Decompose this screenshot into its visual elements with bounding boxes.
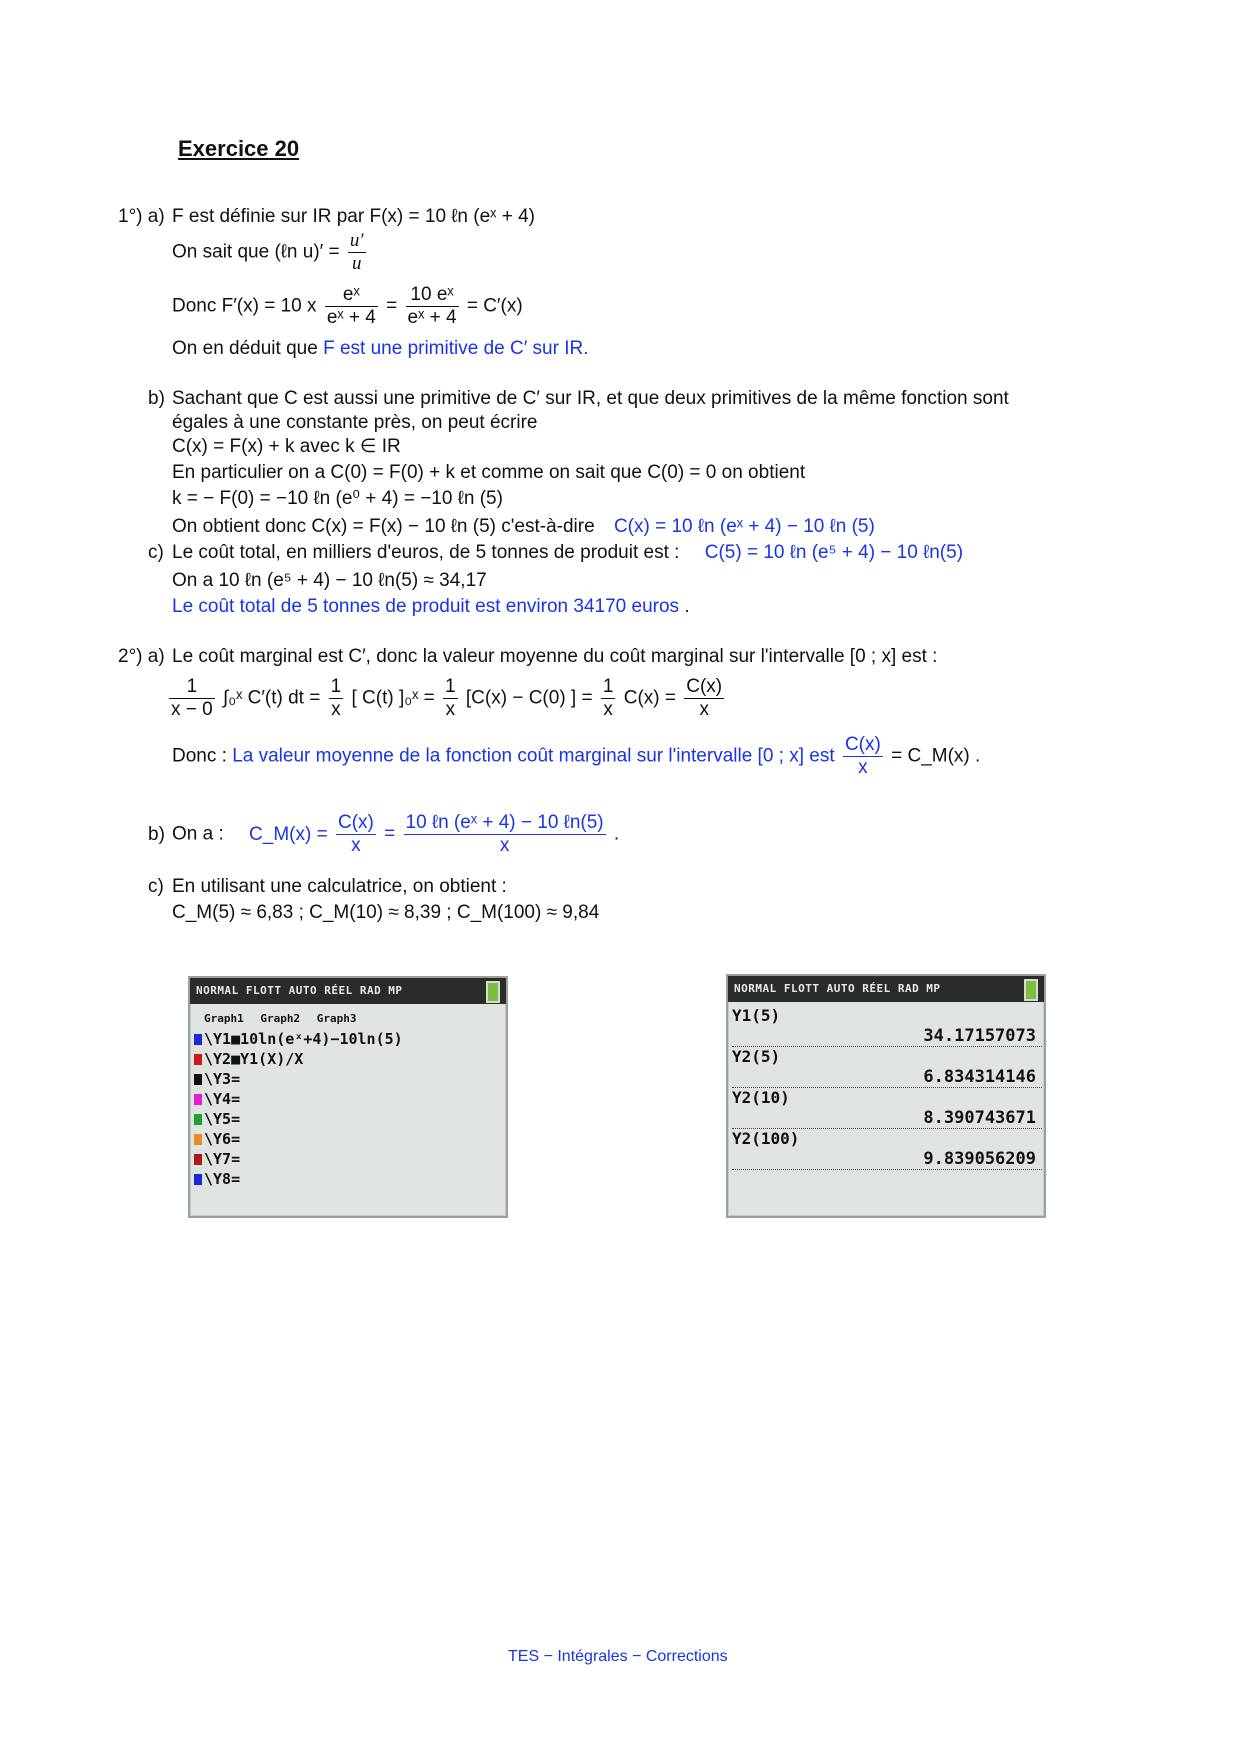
color-swatch-icon	[194, 1114, 202, 1125]
q1a-frac2	[406, 284, 459, 329]
calc1-tabs: Graph1 Graph2 Graph3	[204, 1012, 357, 1025]
color-swatch-icon	[194, 1134, 202, 1145]
q2a-f6-num: C(x)	[844, 734, 881, 755]
calc2-result-value: 6.834314146	[732, 1067, 1042, 1088]
calc1-function-list	[190, 1025, 506, 1189]
q2a-f4	[601, 676, 616, 721]
calc1-function-row	[190, 1129, 506, 1149]
q2a-f5-den: x	[699, 699, 709, 720]
q2a-label: 2°) a)	[118, 646, 165, 667]
battery-icon	[1024, 979, 1038, 1001]
calc1-function-text: \Y5=	[204, 1110, 241, 1128]
calc1-function-row	[190, 1069, 506, 1089]
q2a-equation	[166, 676, 727, 721]
q1a-known-frac	[348, 230, 366, 275]
calc2-result-label: Y1(5)	[732, 1006, 781, 1025]
calc2-result-label: Y2(100)	[732, 1129, 800, 1148]
calc1-function-text: \Y7=	[204, 1150, 241, 1168]
calc2-result-value: 34.17157073	[732, 1026, 1042, 1047]
q1a-frac2-num: 10 eˣ	[406, 284, 459, 307]
q2a-f2-num: 1	[330, 676, 342, 697]
footer: TES − Intégrales − Corrections	[508, 1648, 728, 1665]
q2a-f6	[843, 734, 883, 779]
q1c-label: c)	[148, 542, 164, 563]
color-swatch-icon	[194, 1154, 202, 1165]
color-swatch-icon	[194, 1094, 202, 1105]
q1c-line3	[172, 596, 690, 618]
q2c-line2: C_M(5) ≈ 6,83 ; C_M(10) ≈ 8,39 ; C_M(100) ≈ 9,84	[172, 902, 600, 923]
q1a-known-num: u′	[349, 230, 364, 251]
q1b-line6-text: On obtient donc C(x) = F(x) − 10 ℓn (5) c'est-à-dire	[172, 516, 595, 537]
battery-icon	[486, 981, 500, 1003]
q2a-f3-num: 1	[445, 676, 456, 697]
q1a-intro: F est définie sur IR par F(x) = 10 ℓn (eˣ + 4)	[172, 206, 535, 227]
q1a-frac1-num: eˣ	[325, 284, 378, 307]
q1b-line2: égales à une constante près, on peut écrire	[172, 412, 538, 433]
q2a-integral: ∫₀ˣ C′(t) dt =	[223, 687, 321, 709]
q2b-f1-num: C(x)	[337, 812, 374, 833]
q1b-label: b)	[148, 388, 165, 409]
q1a-frac2-den: eˣ + 4	[407, 307, 457, 328]
q2a-f5	[684, 676, 724, 721]
q1a-known	[172, 230, 369, 275]
q2a-f4-num: 1	[602, 676, 614, 697]
calculator-screen-results	[726, 974, 1046, 1218]
calc1-header	[190, 978, 506, 1004]
q1c-line1	[172, 542, 963, 564]
q2b-f2-den: x	[499, 835, 510, 856]
q1b-line3: C(x) = F(x) + k avec k ∈ IR	[172, 436, 401, 457]
color-swatch-icon	[194, 1054, 202, 1065]
calc2-result-value: 9.839056209	[732, 1149, 1042, 1170]
q2b-f1	[336, 812, 376, 857]
color-swatch-icon	[194, 1174, 202, 1185]
q1a-donc: Donc F′(x) = 10 x $\frac{\text{eˣ}}{\text{eˣ + 4}}$ = $\frac{\text{10 eˣ}}{\text{eˣ + 4}}$ = C′(x)	[172, 284, 523, 328]
calc1-function-text: \Y2■Y1(X)/X	[204, 1050, 304, 1068]
q2a-f1	[169, 676, 215, 721]
q2b-cm: C_M(x) =	[249, 823, 328, 845]
q2a-donc: Donc :	[172, 745, 227, 767]
calc2-header-text: NORMAL FLOTT AUTO RÉEL RAD MP	[734, 982, 941, 995]
calc1-function-text: \Y3=	[204, 1070, 241, 1088]
q2b-end: .	[613, 823, 620, 845]
calc2-result-label: Y2(5)	[732, 1047, 781, 1066]
calc1-function-text: \Y6=	[204, 1130, 241, 1148]
q1b-line4: En particulier on a C(0) = F(0) + k et comme on sait que C(0) = 0 on obtient	[172, 462, 806, 483]
q2b-f1-den: x	[351, 835, 361, 856]
q2b-text: On a :	[172, 823, 224, 845]
q2c-label: c)	[148, 876, 164, 897]
q2a-donc-end: = C_M(x) .	[891, 745, 981, 767]
q1a-known-den: u	[351, 253, 362, 274]
q1b-line1: Sachant que C est aussi une primitive de C′ sur IR, et que deux primitives de la même fonction sont	[172, 388, 1009, 409]
q2a-donc-result: La valeur moyenne de la fonction coût marginal sur l'intervalle [0 ; x] est	[232, 745, 835, 767]
q1c-line3-end: .	[684, 596, 690, 617]
calc1-function-row	[190, 1029, 506, 1049]
q1a-frac1	[325, 284, 378, 329]
calc2-result-value: 8.390743671	[732, 1108, 1042, 1129]
q1c-line1-result: C(5) = 10 ℓn (e⁵ + 4) − 10 ℓn(5)	[704, 542, 964, 563]
q1a-frac1-den: eˣ + 4	[326, 307, 376, 328]
calc1-function-text: \Y1■10ln(eˣ+4)−10ln(5)	[204, 1030, 403, 1048]
q2a-f3-den: x	[445, 699, 456, 720]
page-title: Exercice 20	[178, 136, 300, 161]
q2a-f1-den: x − 0	[171, 699, 213, 720]
color-swatch-icon	[194, 1074, 202, 1085]
calc1-function-row	[190, 1049, 506, 1069]
q1a-known-text: On sait que (ℓn u)′ =	[172, 241, 340, 263]
q1b-line5: k = − F(0) = −10 ℓn (e⁰ + 4) = −10 ℓn (5)	[172, 488, 503, 509]
q2a-f4-den: x	[603, 699, 613, 720]
q1c-line2: On a 10 ℓn (e⁵ + 4) − 10 ℓn(5) ≈ 34,17	[172, 570, 487, 591]
q2a-conclusion	[172, 734, 980, 779]
q2b-f2-num: 10 ℓn (eˣ + 4) − 10 ℓn(5)	[405, 812, 604, 833]
calculator-screen-functions	[188, 976, 508, 1218]
q2a-f2	[329, 676, 344, 721]
q2b-label: b)	[148, 824, 165, 845]
q1a-donc-text: Donc F′(x) = 10 x	[172, 295, 317, 317]
q2b-f2	[404, 812, 606, 857]
q2a-bracket2: [C(x) − C(0) ] =	[465, 687, 593, 709]
q2a-f1-num: 1	[169, 676, 215, 699]
q1b-line6-result: C(x) = 10 ℓn (eˣ + 4) − 10 ℓn (5)	[613, 516, 875, 537]
q2a-f5-num: C(x)	[686, 676, 723, 697]
q1a-deduce	[172, 338, 589, 360]
q2a-f6-den: x	[858, 757, 868, 778]
q2a-line1: Le coût marginal est C′, donc la valeur moyenne du coût marginal sur l'intervalle [0 ; x] est :	[172, 646, 938, 667]
color-swatch-icon	[194, 1034, 202, 1045]
q1c-line3-result: Le coût total de 5 tonnes de produit est environ 34170 euros	[172, 596, 680, 617]
q1c-line1-text: Le coût total, en milliers d'euros, de 5 tonnes de produit est :	[172, 542, 680, 563]
calc2-result-label: Y2(10)	[732, 1088, 790, 1107]
calc2-result-list	[728, 1002, 1044, 1170]
calc1-header-text: NORMAL FLOTT AUTO RÉEL RAD MP	[196, 984, 403, 997]
calc1-function-text: \Y8=	[204, 1170, 241, 1188]
calc2-header	[728, 976, 1044, 1002]
q1a-deduce-text: On en déduit que	[172, 338, 318, 359]
q2c-line1: En utilisant une calculatrice, on obtient :	[172, 876, 507, 897]
q1a-deduce-result: F est une primitive de C′ sur IR.	[323, 338, 589, 359]
q1b-line6	[172, 516, 875, 538]
calc1-function-row	[190, 1109, 506, 1129]
calc1-function-row	[190, 1089, 506, 1109]
q2a-bracket1: [ C(t) ]₀ˣ =	[351, 687, 435, 709]
q2b-equation: On a : C_M(x) = $\frac{C(x)}{x}$ = $\frac{\text{10 ℓn (eˣ + 4) − 10 ℓn(5)}}{x}$ .	[172, 812, 620, 856]
calc1-function-text: \Y4=	[204, 1090, 241, 1108]
q2a-f3	[443, 676, 458, 721]
calc1-function-row	[190, 1149, 506, 1169]
q2a-mid: C(x) =	[623, 687, 676, 709]
q2a-f2-den: x	[331, 699, 341, 720]
q1a-label: 1°) a)	[118, 206, 165, 227]
calc1-function-row	[190, 1169, 506, 1189]
q1a-donc-end: = C′(x)	[466, 295, 523, 317]
